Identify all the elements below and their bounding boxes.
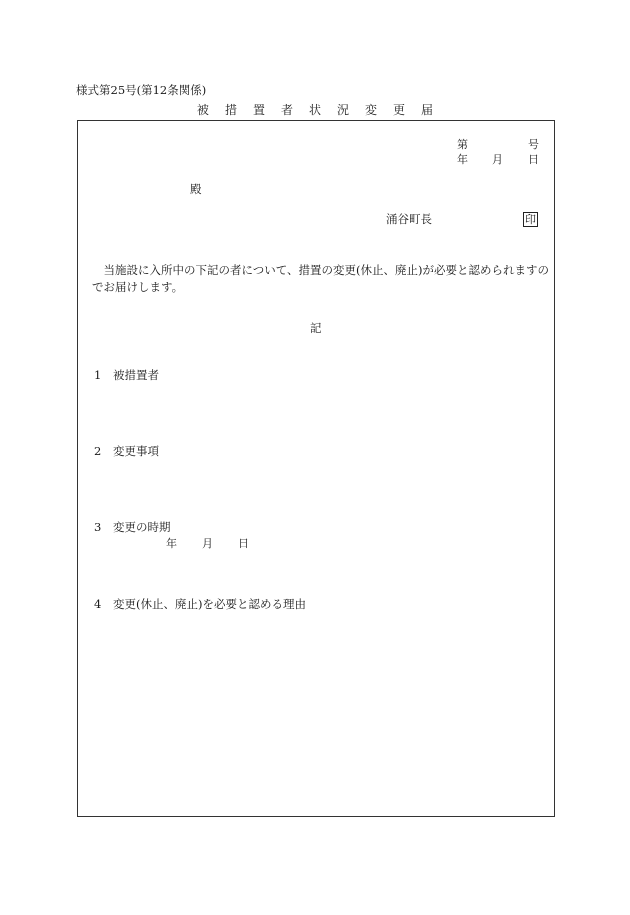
addressee-honorific: 殿 — [190, 182, 202, 196]
change-year-label: 年 — [166, 537, 177, 550]
title-char: 置 — [252, 103, 265, 117]
notice-body: 当施設に入所中の下記の者について、措置の変更(休止、廃止)が必要と認められますのでお届けします。 — [92, 263, 550, 294]
item-label-reason: 変更(休止、廃止)を必要と認める理由 — [113, 597, 306, 611]
doc-number-suffix: 号 — [528, 138, 539, 151]
title-char: 者 — [280, 103, 293, 117]
change-day-label: 日 — [238, 537, 249, 550]
ki-heading: 記 — [310, 321, 322, 335]
change-month-label: 月 — [202, 537, 213, 550]
item-number-4: 4 — [94, 597, 102, 611]
document-title — [0, 104, 630, 116]
title-char: 措 — [224, 103, 237, 117]
title-char: 届 — [421, 103, 434, 117]
item-label-subject: 被措置者 — [113, 368, 159, 382]
date-month-label: 月 — [492, 153, 503, 166]
form-frame — [77, 120, 555, 817]
title-char: 更 — [393, 103, 406, 117]
form-number: 様式第25号(第12条関係) — [76, 83, 207, 97]
item-number-3: 3 — [94, 520, 102, 534]
item-label-change-timing: 変更の時期 — [113, 520, 171, 534]
title-char: 被 — [196, 103, 209, 117]
sender-name: 涌谷町長 — [386, 212, 432, 226]
seal-mark — [523, 212, 538, 227]
title-char: 況 — [337, 103, 350, 117]
item-number-1: 1 — [94, 368, 102, 382]
item-number-2: 2 — [94, 444, 102, 458]
date-year-label: 年 — [457, 153, 468, 166]
title-char: 状 — [308, 103, 321, 117]
seal-label: 印 — [525, 213, 536, 226]
title-char: 変 — [365, 103, 378, 117]
item-label-change-matter: 変更事項 — [113, 444, 159, 458]
date-day-label: 日 — [528, 153, 539, 166]
doc-number-prefix: 第 — [457, 138, 468, 151]
